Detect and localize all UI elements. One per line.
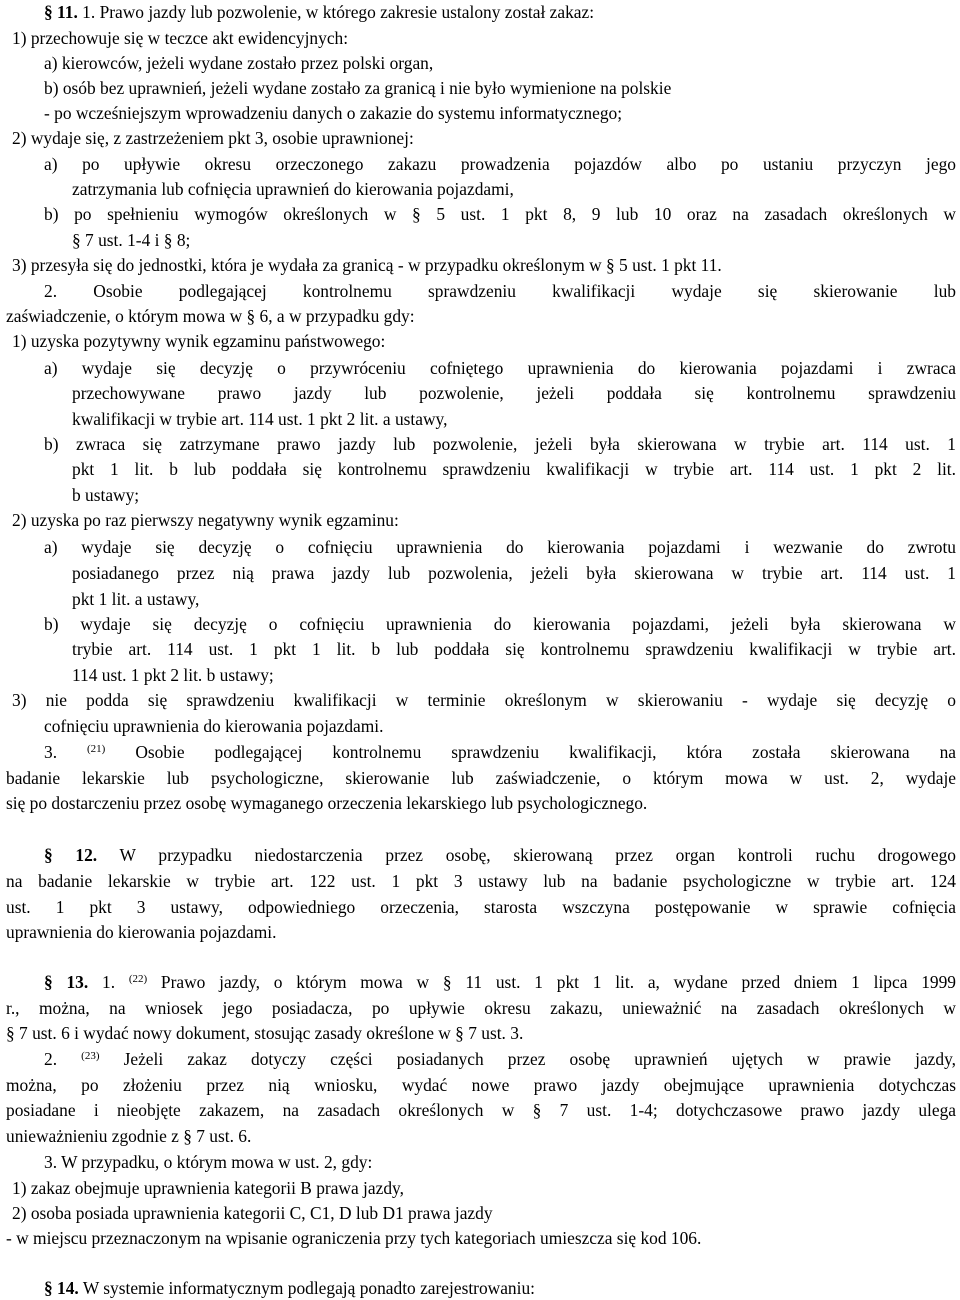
text-line — [44, 843, 956, 867]
text-line — [44, 202, 956, 226]
line-text: - w miejscu przeznaczonym na wpisanie ograniczenia przy tych kategoriach umieszcza się kod 106. — [6, 1228, 702, 1248]
text-line — [72, 637, 956, 661]
paragraph-number: 2. — [44, 1049, 82, 1069]
text-line — [6, 1226, 960, 1250]
text-line — [44, 76, 960, 100]
line-text: pkt 1 lit. b lub poddała się kontrolnemu sprawdzeniu kwalifikacji w trybie art. 114 ust. 1 pkt 2 lit. — [72, 459, 956, 479]
text-line — [44, 1150, 960, 1174]
line-text: można, po złożeniu przez nią wniosku, wydać nowe prawo jazdy obejmujące uprawnienia dotychczas — [6, 1075, 956, 1095]
line-text: Prawo jazdy, o którym mowa w § 11 ust. 1 pkt 1 lit. a, wydane przed dniem 1 lipca 1999 — [147, 972, 956, 992]
line-text: r., można, na wniosek jego posiadacza, po upływie okresu zakazu, unieważnić na zasadach określonych w — [6, 998, 956, 1018]
line-text: unieważnieniu zgodnie z § 7 ust. 6. — [6, 1126, 252, 1146]
line-text: 1. Prawo jazdy lub pozwolenie, w którego zakresie ustalony został zakaz: — [77, 2, 595, 22]
text-line — [44, 51, 960, 75]
line-text: W przypadku niedostarczenia przez osobę, skierowaną przez organ kontroli ruchu drogowego — [97, 845, 956, 865]
footnote-ref: (21) — [87, 743, 106, 755]
line-text: 1) zakaz obejmuje uprawnienia kategorii B prawa jazdy, — [12, 1178, 404, 1198]
line-text: posiadanego przez nią prawa jazdy lub pozwolenia, jeżeli była skierowana w trybie art. 114 ust. 1 — [72, 563, 956, 583]
text-line — [72, 228, 960, 252]
text-line — [72, 457, 956, 481]
text-line — [12, 253, 960, 277]
line-text: b) wydaje się decyzję o cofnięciu uprawnienia do kierowania pojazdami, jeżeli była skierowana w — [44, 614, 956, 634]
line-text: 2) uzyska po raz pierwszy negatywny wynik egzaminu: — [12, 510, 399, 530]
text-line — [72, 407, 960, 431]
text-line — [44, 152, 956, 176]
line-text: - po wcześniejszym wprowadzeniu danych o zakazie do systemu informatycznego; — [44, 103, 623, 123]
line-text: 3) nie podda się sprawdzeniu kwalifikacji w terminie określonym w skierowaniu - wydaje się decyzję o — [12, 690, 956, 710]
paragraph-number: 1. — [88, 972, 129, 992]
text-line — [44, 714, 960, 738]
line-text: b ustawy; — [72, 485, 140, 505]
paragraph-number: 3. — [44, 742, 88, 762]
line-text: b) zwraca się zatrzymane prawo jazdy lub pozwolenie, jeżeli była skierowana w trybie art. 114 ust. 1 — [44, 434, 956, 454]
line-text: § 7 ust. 1-4 i § 8; — [72, 230, 191, 250]
text-line — [72, 587, 960, 611]
text-line — [6, 1124, 960, 1148]
line-text: na badanie lekarskie w trybie art. 122 ust. 1 pkt 3 ustawy lub na badanie psychologiczne w trybie art. 124 — [6, 871, 956, 891]
text-line — [6, 791, 960, 815]
section-number: § 11. — [44, 2, 78, 22]
text-line — [6, 895, 956, 919]
line-text: zatrzymania lub cofnięcia uprawnień do kierowania pojazdami, — [72, 179, 514, 199]
line-text: Osobie podlegającej kontrolnemu sprawdzeniu kwalifikacji, która została skierowana na — [105, 742, 956, 762]
section-number: § 13. — [44, 972, 89, 992]
line-text: 1) uzyska pozytywny wynik egzaminu państwowego: — [12, 331, 386, 351]
line-text: a) wydaje się decyzję o cofnięciu uprawnienia do kierowania pojazdami i wezwanie do zwrotu — [44, 537, 956, 557]
line-text: pkt 1 lit. a ustawy, — [72, 589, 200, 609]
text-line — [6, 869, 956, 893]
footnote-ref: (22) — [128, 973, 148, 985]
line-text: posiadane i nieobjęte zakazem, na zasadach określonych w § 7 ust. 1-4; dotychczasowe prawo jazdy ulega — [6, 1100, 956, 1120]
text-line — [6, 766, 956, 790]
line-text: 2) osoba posiada uprawnienia kategorii C, C1, D lub D1 prawa jazdy — [12, 1203, 493, 1223]
text-line — [6, 1098, 956, 1122]
text-line — [12, 1201, 960, 1225]
text-line — [44, 612, 956, 636]
text-line — [44, 432, 956, 456]
text-line — [72, 663, 960, 687]
footnote-ref: (23) — [81, 1050, 100, 1062]
text-line — [72, 561, 956, 585]
line-text: cofnięciu uprawnienia do kierowania pojazdami. — [44, 716, 384, 736]
text-line — [12, 126, 960, 150]
line-text: 3. W przypadku, o którym mowa w ust. 2, gdy: — [44, 1152, 373, 1172]
line-text: ust. 1 pkt 3 ustawy, odpowiedniego orzeczenia, starosta wszczyna postępowanie w sprawie cofnięcia — [6, 897, 956, 917]
text-line — [12, 688, 956, 712]
text-line — [44, 1047, 956, 1071]
line-text: Jeżeli zakaz dotyczy części posiadanych przez osobę uprawnień ujętych w prawie jazdy, — [99, 1049, 956, 1069]
line-text: 2. Osobie podlegającej kontrolnemu sprawdzeniu kwalifikacji wydaje się skierowanie lub — [44, 281, 956, 301]
line-text: 114 ust. 1 pkt 2 lit. b ustawy; — [72, 665, 274, 685]
text-line — [72, 381, 956, 405]
line-text: § 7 ust. 6 i wydać nowy dokument, stosując zasady określone w § 7 ust. 3. — [6, 1023, 524, 1043]
line-text: 2) wydaje się, z zastrzeżeniem pkt 3, osobie uprawnionej: — [12, 128, 414, 148]
text-line — [72, 483, 960, 507]
line-text: W systemie informatycznym podlegają ponadto zarejestrowaniu: — [78, 1278, 535, 1298]
line-text: 1) przechowuje się w teczce akt ewidencyjnych: — [12, 28, 349, 48]
text-line — [72, 177, 960, 201]
line-text: a) kierowców, jeżeli wydane zostało przez polski organ, — [44, 53, 434, 73]
text-line — [6, 1021, 960, 1045]
line-text: b) po spełnieniu wymogów określonych w § 5 ust. 1 pkt 8, 9 lub 10 oraz na zasadach określonych w — [44, 204, 956, 224]
line-text: 3) przesyła się do jednostki, która je wydała za granicą - w przypadku określonym w § 5 ust. 1 pkt 11. — [12, 255, 722, 275]
text-line — [44, 535, 956, 559]
section-number: § 14. — [44, 1278, 79, 1298]
section-number: § 12. — [44, 845, 98, 865]
line-text: przechowywane prawo jazdy lub pozwolenie, jeżeli poddała się kontrolnemu sprawdzeniu — [72, 383, 956, 403]
text-line — [44, 1276, 960, 1300]
line-text: trybie art. 114 ust. 1 pkt 1 lit. b lub poddała się kontrolnemu sprawdzeniu kwalifikacji w trybie art. — [72, 639, 956, 659]
text-line — [44, 101, 960, 125]
line-text: kwalifikacji w trybie art. 114 ust. 1 pkt 2 lit. a ustawy, — [72, 409, 448, 429]
line-text: się po dostarczeniu przez osobę wymaganego orzeczenia lekarskiego lub psychologicznego. — [6, 793, 648, 813]
line-text: zaświadczenie, o którym mowa w § 6, a w przypadku gdy: — [6, 306, 415, 326]
text-line — [12, 1176, 960, 1200]
text-line — [44, 356, 956, 380]
line-text: a) po upływie okresu orzeczonego zakazu prowadzenia pojazdów albo po ustaniu przyczyn jego — [44, 154, 956, 174]
text-line — [6, 996, 956, 1020]
text-line — [6, 1073, 956, 1097]
text-line — [6, 920, 960, 944]
line-text: b) osób bez uprawnień, jeżeli wydane zostało za granicą i nie było wymienione na polskie — [44, 78, 672, 98]
text-line — [12, 508, 960, 532]
text-line — [44, 279, 956, 303]
text-line — [12, 26, 960, 50]
text-line — [12, 329, 960, 353]
text-line — [44, 970, 956, 994]
text-line — [6, 304, 960, 328]
line-text: uprawnienia do kierowania pojazdami. — [6, 922, 277, 942]
line-text: badanie lekarskie lub psychologiczne, skierowanie lub zaświadczenie, o którym mowa w ust. 2, wydaje — [6, 768, 956, 788]
text-line — [44, 740, 956, 764]
text-line — [44, 0, 960, 24]
line-text: a) wydaje się decyzję o przywróceniu cofniętego uprawnienia do kierowania pojazdami i zwraca — [44, 358, 956, 378]
